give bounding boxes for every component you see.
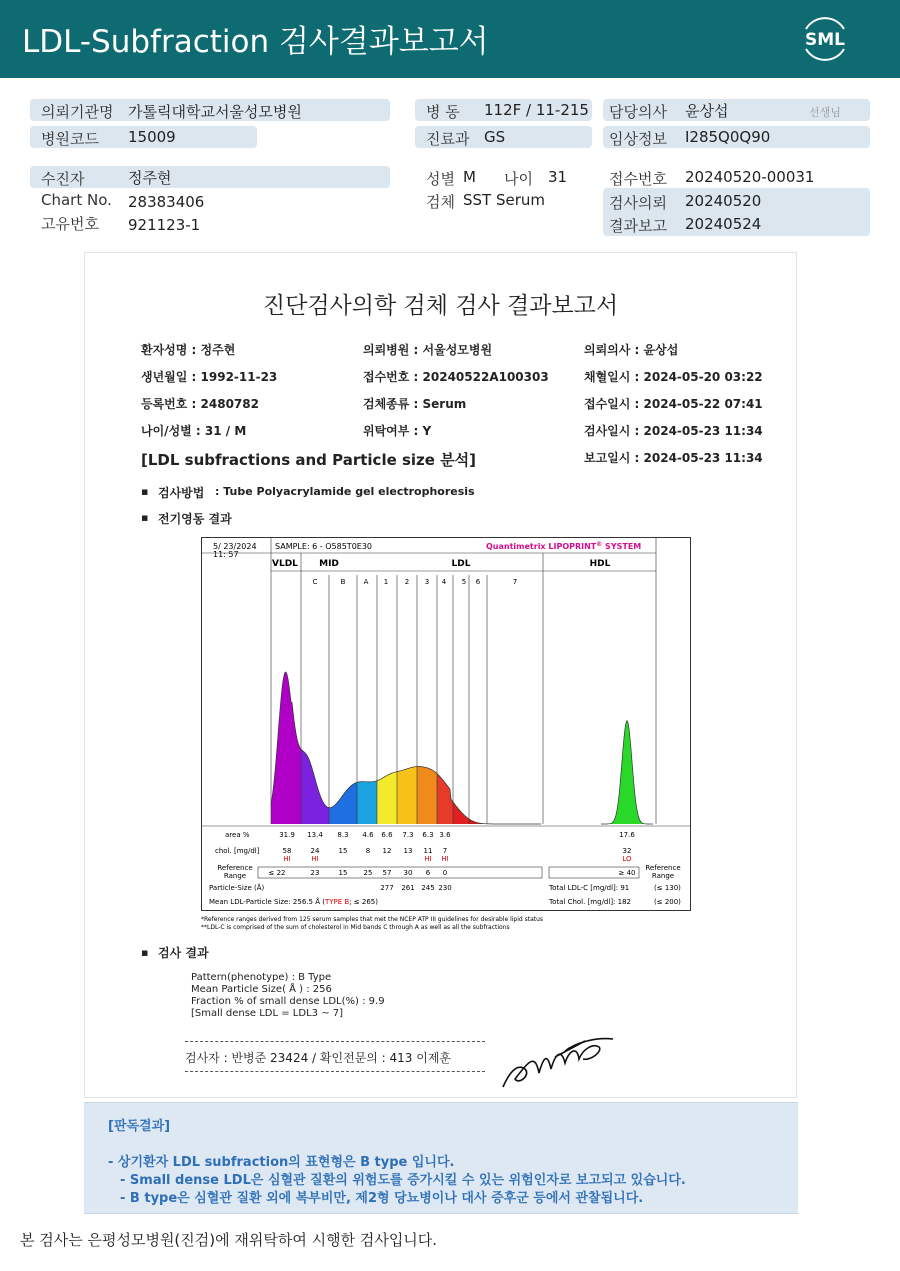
group-label-ldl: LDL <box>451 559 471 569</box>
band-label: 3 <box>424 578 430 586</box>
result-line: Fraction % of small dense LDL(%) : 9.9 <box>191 996 385 1007</box>
flag-hi: HI <box>424 855 432 863</box>
report-date-value: 20240524 <box>685 215 762 233</box>
row-label-chol: chol. [mg/dl] <box>215 847 260 855</box>
total-chol: Total Chol. [mg/dl]: 182 <box>549 898 631 906</box>
patient-label: 수진자 <box>41 170 85 188</box>
report-field: 접수번호 : 20240522A100303 <box>363 370 549 384</box>
area-value: 7.3 <box>402 831 414 839</box>
chart-note-2: **LDL-C is comprised of the sum of cholesterol in Mid bands C through A as well as all the subfractions <box>201 924 510 931</box>
group-label-vldl: VLDL <box>272 559 298 569</box>
result-line: Pattern(phenotype) : B Type <box>191 972 332 983</box>
band-label: A <box>363 578 369 586</box>
report-field: 의뢰병원 : 서울성모병원 <box>363 343 493 357</box>
clinic-label: 임상정보 <box>609 130 667 148</box>
specimen-label: 검체 <box>426 193 455 211</box>
mean-size: Mean LDL-Particle Size: 256.5 Å (TYPE B; ≤ 265) <box>209 898 378 906</box>
chart-date: 5/ 23/2024 <box>213 542 257 551</box>
group-label-mid: MID <box>319 559 339 569</box>
verdict-heading: [판독결과] <box>108 1119 171 1134</box>
report-field: 위탁여부 : Y <box>363 424 432 438</box>
ref-value: 23 <box>310 869 320 877</box>
verdict-line: - Small dense LDL은 심혈관 질환의 위험도를 증가시킬 수 있는 위험인자로 보고되고 있습니다. <box>120 1173 686 1188</box>
signer-rule-top <box>185 1041 485 1042</box>
lipoprint-chart <box>201 537 693 931</box>
ref-label-left-2: Range <box>223 872 247 880</box>
particle-value: 277 <box>380 884 394 892</box>
chol-value: 58 <box>282 847 292 855</box>
request-label: 검사의뢰 <box>609 194 667 212</box>
chart-note-1: *Reference ranges derived from 125 serum samples that met the NCEP ATP III guidelines for desirable lipid status <box>201 916 544 923</box>
ref-label-left: Reference <box>217 864 253 872</box>
total-chol-ref: (≤ 200) <box>654 898 681 906</box>
particle-value: 261 <box>401 884 415 892</box>
verdict-box <box>84 1102 798 1214</box>
band-label: 2 <box>404 578 410 586</box>
flag-hi: HI <box>311 855 319 863</box>
chol-value: 8 <box>365 847 371 855</box>
sml-logo <box>798 12 852 66</box>
band-label: 1 <box>383 578 389 586</box>
chol-value: 12 <box>382 847 392 855</box>
flag-lo: LO <box>622 855 632 863</box>
ward-label: 병 동 <box>426 103 460 121</box>
request-value: 20240520 <box>685 192 762 210</box>
ward-value: 112F / 11-215 <box>484 101 589 119</box>
area-value: 6.6 <box>381 831 393 839</box>
total-ldl: Total LDL-C [mg/dl]: 91 <box>549 884 630 892</box>
chol-value: 13 <box>403 847 413 855</box>
area-value: 31.9 <box>279 831 295 839</box>
receipt-value: 20240520-00031 <box>685 168 815 186</box>
report-time: 보고일시 : 2024-05-23 11:34 <box>584 451 763 465</box>
chart-time: 11: 57 <box>213 550 239 559</box>
area-value: 4.6 <box>362 831 374 839</box>
receipt-label: 접수번호 <box>609 170 667 188</box>
band-label: 7 <box>512 578 518 586</box>
report-title: 진단검사의학 검체 검사 결과보고서 <box>262 293 619 319</box>
sex-value: M <box>463 168 476 186</box>
signature-image <box>495 1033 615 1093</box>
result-label: 검사 결과 <box>158 946 209 960</box>
institution-label: 의뢰기관명 <box>41 103 114 121</box>
ref-label-right: Reference <box>645 864 681 872</box>
band-label: C <box>312 578 318 586</box>
chart-no-label: Chart No. <box>41 191 112 209</box>
band-label: B <box>340 578 346 586</box>
doctor-suffix: 선생님 <box>809 106 841 119</box>
doctor-value: 윤상섭 <box>685 102 729 120</box>
clinic-value: I285Q0Q90 <box>685 128 771 146</box>
flag-hi: HI <box>283 855 291 863</box>
patient-value: 정주현 <box>128 169 172 187</box>
method-value: : Tube Polyacrylamide gel electrophoresis <box>215 485 475 498</box>
report-field: 환자성명 : 정주현 <box>141 343 236 357</box>
area-value: 3.6 <box>439 831 451 839</box>
group-label-hdl: HDL <box>589 559 611 569</box>
chol-value: 11 <box>423 847 433 855</box>
report-header <box>0 0 900 78</box>
logo-text: SML <box>805 30 845 50</box>
hospital-code-label: 병원코드 <box>41 130 99 148</box>
chol-value: 15 <box>338 847 348 855</box>
ref-value: ≥ 40 <box>618 869 636 877</box>
dept-value: GS <box>484 128 506 146</box>
specimen-value: SST Serum <box>463 191 546 209</box>
hospital-code-value: 15009 <box>128 128 176 146</box>
electro-bullet-icon: ▪ <box>141 511 149 524</box>
electrophoresis-label: 전기영동 결과 <box>158 512 232 526</box>
ref-value: 30 <box>403 869 413 877</box>
age-value: 31 <box>548 168 568 186</box>
age-label: 나이 <box>504 170 533 188</box>
area-value: 6.3 <box>422 831 434 839</box>
particle-size-label: Particle-Size (Å) <box>209 884 265 892</box>
scanned-report <box>84 252 797 1098</box>
ref-value: 0 <box>442 869 448 877</box>
particle-value: 245 <box>421 884 435 892</box>
total-ldl-ref: (≤ 130) <box>654 884 681 892</box>
signer-line: 검사자 : 반병준 23424 / 확인전문의 : 413 이제훈 <box>185 1051 452 1065</box>
verdict-line: - B type은 심혈관 질환 외에 복부비만, 제2형 당뇨병이나 대사 증후군 등에서 관찰됩니다. <box>120 1191 644 1206</box>
ref-value: 15 <box>338 869 348 877</box>
band-area <box>397 767 417 825</box>
area-value: 13.4 <box>307 831 323 839</box>
unique-id-value: 921123-1 <box>128 216 201 234</box>
result-bullet-icon: ▪ <box>141 946 149 959</box>
method-bullet-icon: ▪ <box>141 485 149 498</box>
particle-value: 230 <box>438 884 452 892</box>
result-line: [Small dense LDL = LDL3 ~ 7] <box>191 1008 344 1019</box>
ref-value: ≤ 22 <box>268 869 286 877</box>
method-label: 검사방법 <box>158 486 205 500</box>
report-date-label: 결과보고 <box>609 217 667 235</box>
band-area <box>357 781 377 824</box>
report-field: 채혈일시 : 2024-05-20 03:22 <box>584 370 763 384</box>
report-field: 검체종류 : Serum <box>363 397 467 411</box>
sex-label: 성별 <box>426 170 455 188</box>
doctor-label: 담당의사 <box>609 103 667 121</box>
footer-note: 본 검사는 은평성모병원(진검)에 재위탁하여 시행한 검사입니다. <box>20 1231 438 1249</box>
report-field: 검사일시 : 2024-05-23 11:34 <box>584 424 763 438</box>
chol-value: 24 <box>310 847 320 855</box>
ref-value: 6 <box>425 869 431 877</box>
ref-value: 57 <box>382 869 392 877</box>
chol-value: 32 <box>622 847 632 855</box>
row-label-area: area % <box>225 831 250 839</box>
band-label: 4 <box>441 578 447 586</box>
report-field: 접수일시 : 2024-05-22 07:41 <box>584 397 763 411</box>
chart-sample: SAMPLE: 6 - O585T0E30 <box>275 542 373 551</box>
unique-id-label: 고유번호 <box>41 215 99 233</box>
chol-value: 7 <box>442 847 448 855</box>
area-value: 8.3 <box>337 831 349 839</box>
analysis-section-title: [LDL subfractions and Particle size 분석] <box>141 451 477 469</box>
result-line: Mean Particle Size( Å ) : 256 <box>191 984 332 995</box>
chart-no-value: 28383406 <box>128 193 205 211</box>
report-field: 생년월일 : 1992-11-23 <box>141 370 278 384</box>
band-area <box>417 767 437 825</box>
flag-hi: HI <box>441 855 449 863</box>
report-field: 나이/성별 : 31 / M <box>141 424 247 438</box>
verdict-line: - 상기환자 LDL subfraction의 표현형은 B type 입니다. <box>108 1155 455 1170</box>
ref-label-right-2: Range <box>651 872 675 880</box>
signer-rule-bottom <box>185 1071 485 1072</box>
report-field: 등록번호 : 2480782 <box>141 397 259 411</box>
page-title: LDL-Subfraction 검사결과보고서 <box>22 24 489 60</box>
report-field: 의뢰의사 : 윤상섭 <box>584 343 679 357</box>
ref-value: 25 <box>363 869 373 877</box>
band-label: 6 <box>475 578 481 586</box>
area-value: 17.6 <box>619 831 635 839</box>
institution-value: 가톨릭대학교서울성모병원 <box>128 103 302 121</box>
chart-brand: Quantimetrix LIPOPRINT® SYSTEM <box>486 541 642 551</box>
dept-label: 진료과 <box>426 130 470 148</box>
band-label: 5 <box>461 578 467 586</box>
